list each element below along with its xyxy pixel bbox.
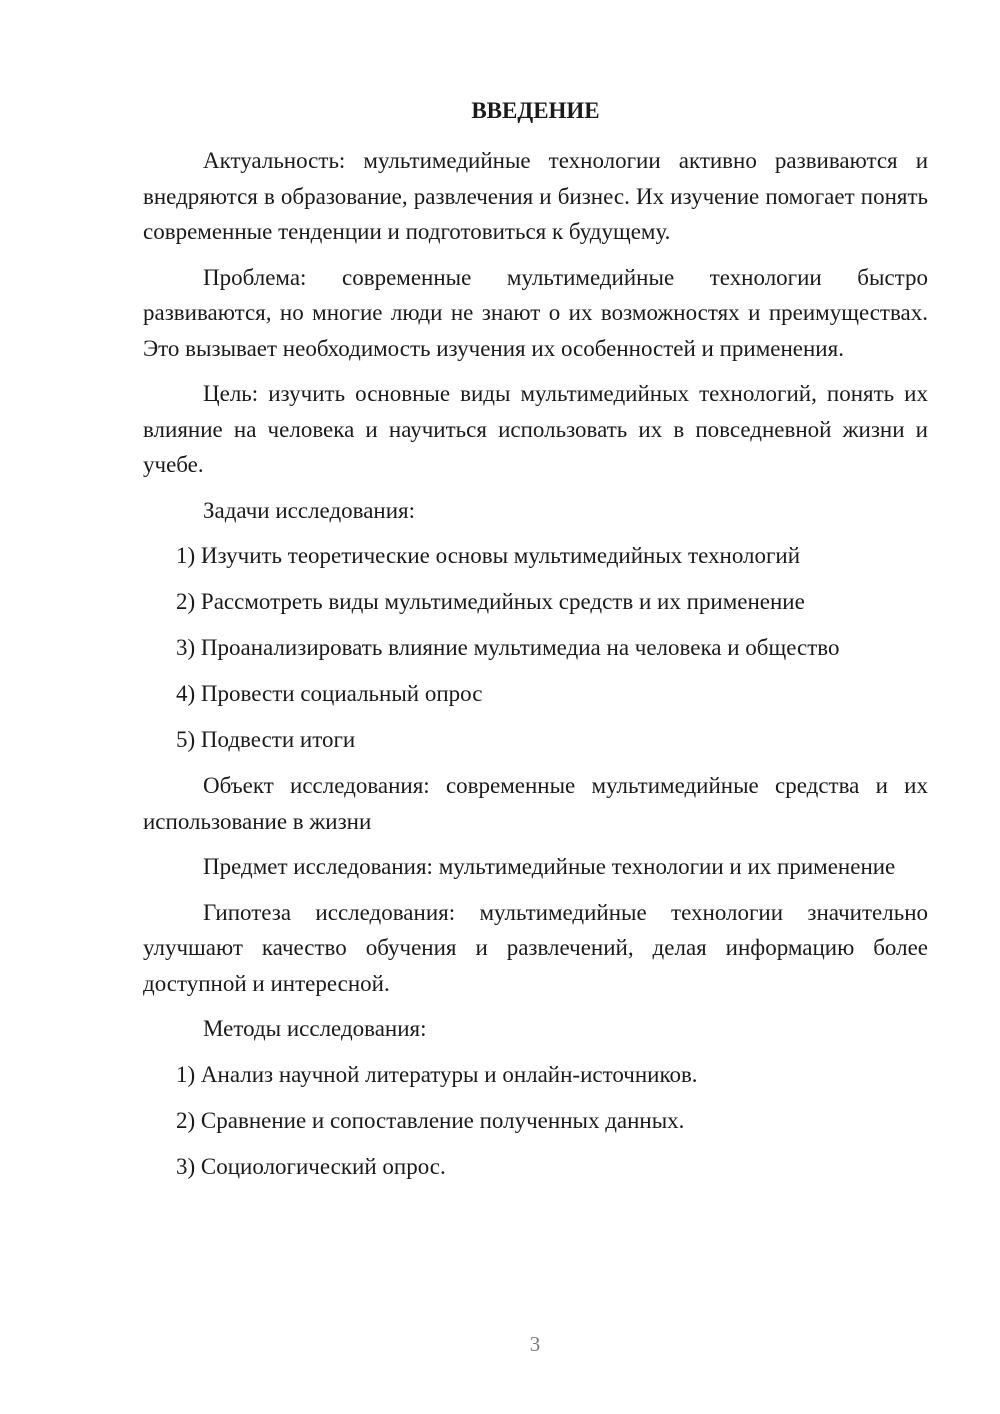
object-paragraph: Объект исследования: современные мультимедийные средства и их использование в жизни: [143, 773, 928, 834]
list-item: 1) Анализ научной литературы и онлайн-источников.: [176, 1061, 698, 1087]
tasks-heading: Задачи исследования:: [203, 497, 416, 523]
goal-paragraph: Цель: изучить основные виды мультимедийных технологий, понять их влияние на человека и научиться использовать их в повседневной жизни и учебе.: [143, 381, 928, 477]
document-body: [143, 143, 928, 1195]
problem-paragraph: Проблема: современные мультимедийные технологии быстро развиваются, но многие люди не знают о их возможностях и преимуществах. Это вызывает необходимость изучения их особенностей и применения.: [143, 264, 928, 361]
list-item: 2) Сравнение и сопоставление полученных данных.: [176, 1107, 685, 1133]
page-title: ВВЕДЕНИЕ: [471, 98, 600, 123]
list-item: 1) Изучить теоретические основы мультимедийных технологий: [176, 543, 801, 568]
list-item: 4) Провести социальный опрос: [176, 681, 483, 706]
list-item: 5) Подвести итоги: [176, 727, 356, 752]
list-item: 2) Рассмотреть виды мультимедийных средств и их применение: [176, 589, 805, 614]
list-item: 3) Социологический опрос.: [176, 1153, 446, 1179]
methods-heading: Методы исследования:: [203, 1016, 427, 1041]
methods-list: [143, 1057, 928, 1185]
relevance-paragraph: Актуальность: мультимедийные технологии активно развиваются и внедряются в образование, развлечения и бизнес. Их изучение помогает понять современные тенденции и подготовиться к будущему.: [143, 148, 928, 244]
list-item: 3) Проанализировать влияние мультимедиа на человека и общество: [176, 635, 840, 660]
page-number: 3: [529, 1332, 541, 1356]
subject-paragraph: Предмет исследования: мультимедийные технологии и их применение: [203, 854, 896, 879]
tasks-list: [143, 538, 928, 758]
hypothesis-paragraph: Гипотеза исследования: мультимедийные технологии значительно улучшают качество обучения и развлечений, делая информацию более доступной и интересной.: [143, 899, 928, 996]
